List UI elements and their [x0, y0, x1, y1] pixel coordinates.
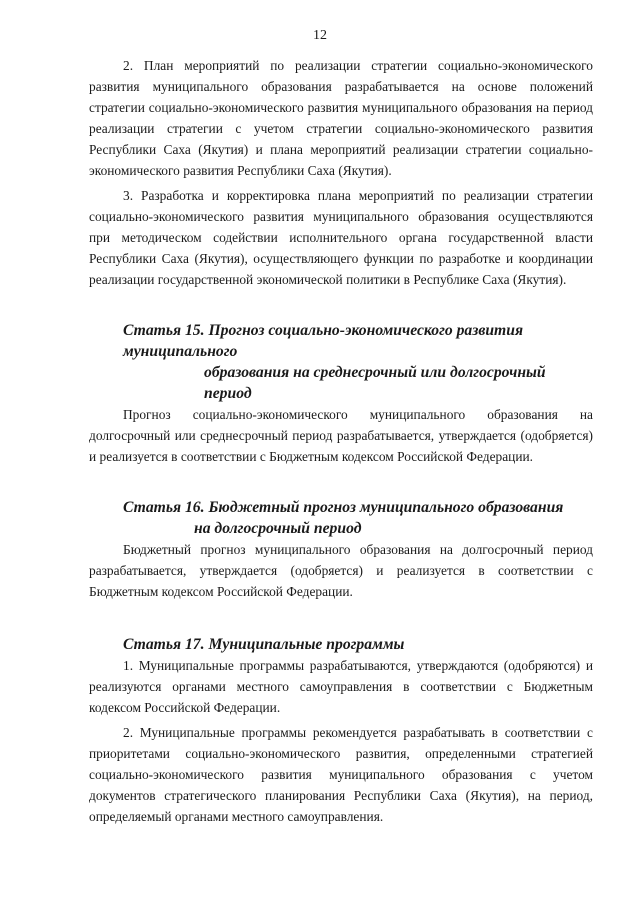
- article-17-paragraph-2: 2. Муниципальные программы рекомендуется разрабатывать в соответствии с приоритетами социально-экономического развития, определенными стратегией социально-экономического развития муниципального образования с учетом документов стратегического планирования Республики Саха (Якутия), на период, определяемый органами местного самоуправления.: [89, 725, 593, 824]
- article-15-title: [89, 320, 593, 404]
- article-15-text: Прогноз социально-экономического муниципального образования на долгосрочный или среднесрочный период разрабатывается, утверждается (одобряется) и реализуется в соответствии с Бюджетным кодексом Российской Федерации.: [89, 407, 593, 464]
- article-16-title: [89, 497, 593, 539]
- article-15-title-line1: Статья 15. Прогноз социально-экономического развития муниципального: [123, 322, 524, 360]
- page-number: 12: [313, 28, 327, 43]
- document-body: [89, 55, 593, 827]
- article-16-text: Бюджетный прогноз муниципального образования на долгосрочный период разрабатывается, утверждается (одобряется) и реализуется в соответствии с Бюджетным кодексом Российской Федерации.: [89, 542, 593, 599]
- article-16-title-line1: Статья 16. Бюджетный прогноз муниципального образования: [123, 499, 564, 516]
- article-16-title-line2: на долгосрочный период: [194, 520, 362, 537]
- article-15-title-line2: образования на среднесрочный или долгосрочный период: [204, 364, 546, 402]
- article-17-title: [89, 634, 593, 655]
- article-17-paragraph-1: 1. Муниципальные программы разрабатываются, утверждаются (одобряются) и реализуются органами местного самоуправления в соответствии с Бюджетным кодексом Российской Федерации.: [89, 658, 593, 715]
- article-17-title-line: Статья 17. Муниципальные программы: [123, 636, 405, 653]
- paragraph-plan-correction: 3. Разработка и корректировка плана мероприятий по реализации стратегии социально-экономического развития муниципального образования осуществляются при методическом содействии исполнительного органа государственной власти Республики Саха (Якутия), осуществляющего функции по разработке и координации реализации государственной экономической политики в Республике Саха (Якутия).: [89, 188, 593, 287]
- paragraph-plan-basis: 2. План мероприятий по реализации стратегии социально-экономического развития муниципального образования разрабатывается на основе положений стратегии социально-экономического развития муниципального образования на период реализации стратегии с учетом стратегии социально-экономического развития Республики Саха (Якутия) и плана мероприятий реализации стратегии социально-экономического развития Республики Саха (Якутия).: [89, 58, 593, 178]
